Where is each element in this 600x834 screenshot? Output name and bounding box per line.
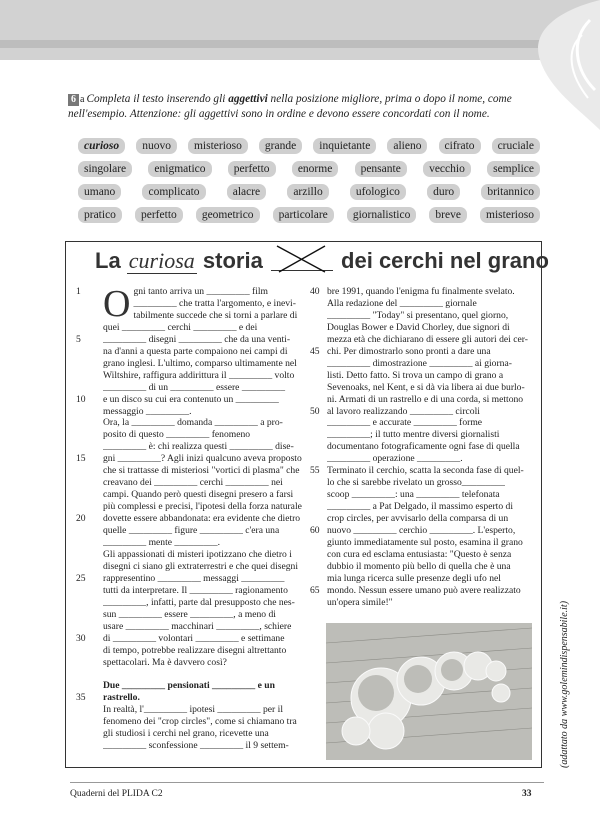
line-number: 5: [76, 333, 81, 345]
line-number: 55: [310, 465, 320, 477]
article-column-right: [327, 286, 532, 609]
exercise-instruction: 6 a Completa il testo inserendo gli aggettivi nella posizione migliore, prima o dopo il nome, come nell'esempio. Attenzione: gli aggettivi sono in ordine e devono essere concordati con il nome.: [68, 93, 512, 120]
line-number: 60: [310, 525, 320, 536]
article-line: spettacolari. Ma è davvero così?: [103, 656, 227, 668]
word-bank-row: [78, 161, 540, 177]
word-chip: misterioso: [480, 207, 540, 223]
article-line: quelle _________ figure _________ c'era una: [103, 525, 280, 537]
article-line: _________ a Pat Delgado, il massimo esperto di: [327, 501, 513, 513]
word-chip: misterioso: [188, 138, 248, 154]
article-line: Due _________ pensionati _________ e un: [103, 680, 275, 692]
line-number: 35: [76, 692, 86, 704]
word-chip: perfetto: [228, 161, 276, 177]
article-line: dubbio il momento più bello di quella che è una: [327, 560, 511, 572]
article-line: di _________ volontari _________ e settimane: [103, 632, 285, 644]
footer-publication: Quaderni del PLIDA C2: [70, 789, 163, 799]
article-line: un'opera simile!": [327, 596, 393, 608]
article-line: scoop _________: una _________ telefonata: [327, 489, 500, 501]
article-line: rappresentino _________ messaggi _________: [103, 572, 285, 584]
article-line: Gli appassionati di misteri ipotizzano che dietro i: [103, 548, 292, 560]
line-number: 20: [76, 513, 86, 525]
article-line: _________ operazione _________.: [327, 453, 463, 465]
title-crossed-blank: [271, 250, 333, 271]
article-line: _________; il tutto mentre diversi giornalisti: [327, 429, 500, 441]
article-line: rastrello.: [103, 692, 140, 704]
article-line: di tempo, potrebbe realizzare disegni altrettanto: [103, 644, 287, 656]
article-line: mondo. Nessun essere umano può avere realizzato: [327, 584, 521, 596]
exercise-number: 6: [68, 94, 79, 106]
article-line: fenomeno dei "crop circles", come si chiamano tra: [103, 716, 297, 728]
article-line: dovette essere abbandonata: era evidente che dietro: [103, 513, 301, 525]
word-chip: alieno: [387, 138, 427, 154]
cross-mark-icon: [275, 244, 329, 274]
line-number: 25: [76, 572, 86, 584]
word-chip: arzillo: [287, 184, 328, 200]
source-credit: (adattato da www.golemindispensabile.it): [559, 600, 570, 768]
word-chip: duro: [427, 184, 460, 200]
article-line: con cura ed esclama entusiasta: "Questo è senza: [327, 548, 512, 560]
article-line: Terminato il cerchio, scatta la seconda fase di quel-: [327, 465, 524, 477]
article-line: listi. Detto fatto. Si trova un campo di grano a: [327, 369, 504, 381]
header-band: [0, 0, 600, 60]
article-line: messaggio _________.: [103, 405, 192, 417]
word-chip: perfetto: [135, 207, 183, 223]
word-bank-row: [78, 207, 540, 223]
instruction-keyword: aggettivi: [228, 93, 268, 105]
word-chip: nuovo: [136, 138, 177, 154]
article-line: lo che si sarebbe rivelato un grosso_________: [327, 477, 505, 489]
article-line: quei _________ cerchi _________ e dei: [103, 321, 258, 333]
article-line: Ora, la _________ domanda _________ a pro-: [103, 417, 283, 429]
word-chip: grande: [259, 138, 302, 154]
word-chip: pensante: [355, 161, 407, 177]
article-line: tutti da interpretare. Il _________ ragionamento: [103, 584, 288, 596]
article-line: gni _________? Agli inizi qualcuno aveva proposto: [103, 453, 302, 465]
article-line: giunto immediatamente sul posto, esamina il grano: [327, 537, 523, 549]
article-line: _________ di un _________ essere _________: [103, 381, 286, 393]
line-number: 10: [76, 393, 86, 405]
line-number: 45: [310, 345, 320, 357]
article-line: creavano dei _________ cerchi _________ nei: [103, 477, 283, 489]
article-line: _________ e accurate _________ forme: [327, 417, 483, 429]
article-line: nuovo _________ cerchio _________. L'esperto,: [327, 525, 516, 537]
article-line: tabilmente succede che si torni a parlare di: [133, 309, 298, 321]
word-bank-row: [78, 184, 540, 200]
article-line: sun _________ essere _________, a meno di: [103, 608, 276, 620]
article-line: In realtà, l'_________ ipotesi _________ per il: [103, 704, 283, 716]
footer-rule: [70, 782, 544, 783]
article-line: disegni ci siano gli extraterrestri e che quei disegni: [103, 560, 299, 572]
article-line: più complessi e precisi, l'ipotesi della forza naturale: [103, 501, 302, 513]
word-chip: britannico: [481, 184, 540, 200]
word-chip: pratico: [78, 207, 122, 223]
exercise-letter: a: [80, 94, 85, 105]
article-line: chi. Per dimostrarlo sono pronti a dare una: [327, 345, 491, 357]
article-title: La curiosa storia dei cerchi nel grano: [95, 248, 535, 274]
word-chip: enigmatico: [148, 161, 211, 177]
word-chip: umano: [78, 184, 121, 200]
title-example-word: curiosa: [128, 248, 195, 273]
word-chip: giornalistico: [347, 207, 417, 223]
article-line: mia lunga ricerca sulle presenze degli ufo nel: [327, 572, 501, 584]
article-line: Douglas Bower e David Chorley, due signori di: [327, 321, 510, 333]
article-line: che si trattasse di misteriosi "vortici di plasma" che: [103, 465, 300, 477]
word-chip: ufologico: [350, 184, 406, 200]
line-number: 1: [76, 286, 81, 297]
article-line: Sevenoaks, nel Kent, e si dà via libera ai due burlo-: [327, 381, 525, 393]
line-number: 30: [76, 632, 86, 644]
article-line: _________ dimostrazione _________ ai giorna-: [327, 357, 512, 369]
article-line: Wiltshire, raffigura addirittura il _________ volto: [103, 369, 295, 381]
article-line: mezza età che dichiarano di essere gli autori dei cer-: [327, 333, 528, 345]
article-line: crop circles, per avvisarlo della comparsa di un: [327, 513, 509, 525]
word-chip: geometrico: [196, 207, 260, 223]
article-line: campi. Quando però questi disegni presero a farsi: [103, 489, 294, 501]
line-number: 15: [76, 453, 86, 465]
article-line: _________ è: chi realizza questi _________ dise-: [103, 441, 294, 453]
article-line: gli studiosi i cerchi nel grano, ricevette una: [103, 728, 269, 740]
article-line: ni. Armati di un rastrello e di una corda, si mettono: [327, 393, 524, 405]
word-chip: alacre: [227, 184, 266, 200]
word-bank: [78, 138, 540, 230]
article-line: _________ che tratta l'argomento, e inevi-: [133, 297, 296, 309]
crop-circle-photo: [326, 623, 532, 760]
word-chip: semplice: [487, 161, 540, 177]
article-line: _________ mente _________.: [103, 537, 220, 549]
article-line: posito di questo _________ fenomeno: [103, 429, 251, 441]
page-number: 33: [522, 789, 532, 799]
header-stripe: [0, 40, 600, 48]
word-chip: inquietante: [313, 138, 376, 154]
article-line: gni tanto arriva un _________ film: [133, 286, 269, 297]
word-chip: curioso: [78, 138, 125, 154]
article-line: _________, infatti, parte dal presupposto che nes-: [103, 596, 295, 608]
article-line: al lavoro realizzando _________ circoli: [327, 405, 480, 417]
word-chip: enorme: [292, 161, 338, 177]
article-line: _________ disegni _________ che da una venti-: [103, 333, 291, 345]
article-line: usare _________ macchinari _________, schiere: [103, 620, 292, 632]
article-line: [103, 669, 306, 681]
word-chip: cifrato: [439, 138, 481, 154]
word-chip: breve: [429, 207, 467, 223]
word-chip: singolare: [78, 161, 132, 177]
line-number: 40: [310, 286, 320, 297]
word-chip: cruciale: [492, 138, 540, 154]
article-line: Alla redazione del _________ giornale: [327, 297, 477, 309]
word-chip: particolare: [273, 207, 334, 223]
article-line: _________ sconfessione _________ il 9 settem-: [103, 740, 289, 752]
word-chip: complicato: [142, 184, 205, 200]
word-bank-row: [78, 138, 540, 154]
article-line: na d'anni a questa parte compaiono nei campi di: [103, 345, 288, 357]
article-line: documentano fotograficamente ogni fase di quella: [327, 441, 520, 453]
word-chip: vecchio: [423, 161, 471, 177]
line-number: 65: [310, 584, 320, 596]
article-column-left: [103, 283, 306, 752]
drop-cap: O: [103, 283, 131, 325]
article-line: e un disco su cui era contenuto un _________: [103, 393, 279, 405]
article-line: grano inglesi. L'ultimo, comparso ultimamente nel: [103, 357, 297, 369]
article-line: _________ "Today" si presentano, quel giorno,: [327, 309, 509, 321]
footer-level: C2: [151, 789, 163, 799]
article-line: bre 1991, quando l'enigma fu finalmente svelato.: [327, 286, 515, 297]
line-number: 50: [310, 405, 320, 417]
